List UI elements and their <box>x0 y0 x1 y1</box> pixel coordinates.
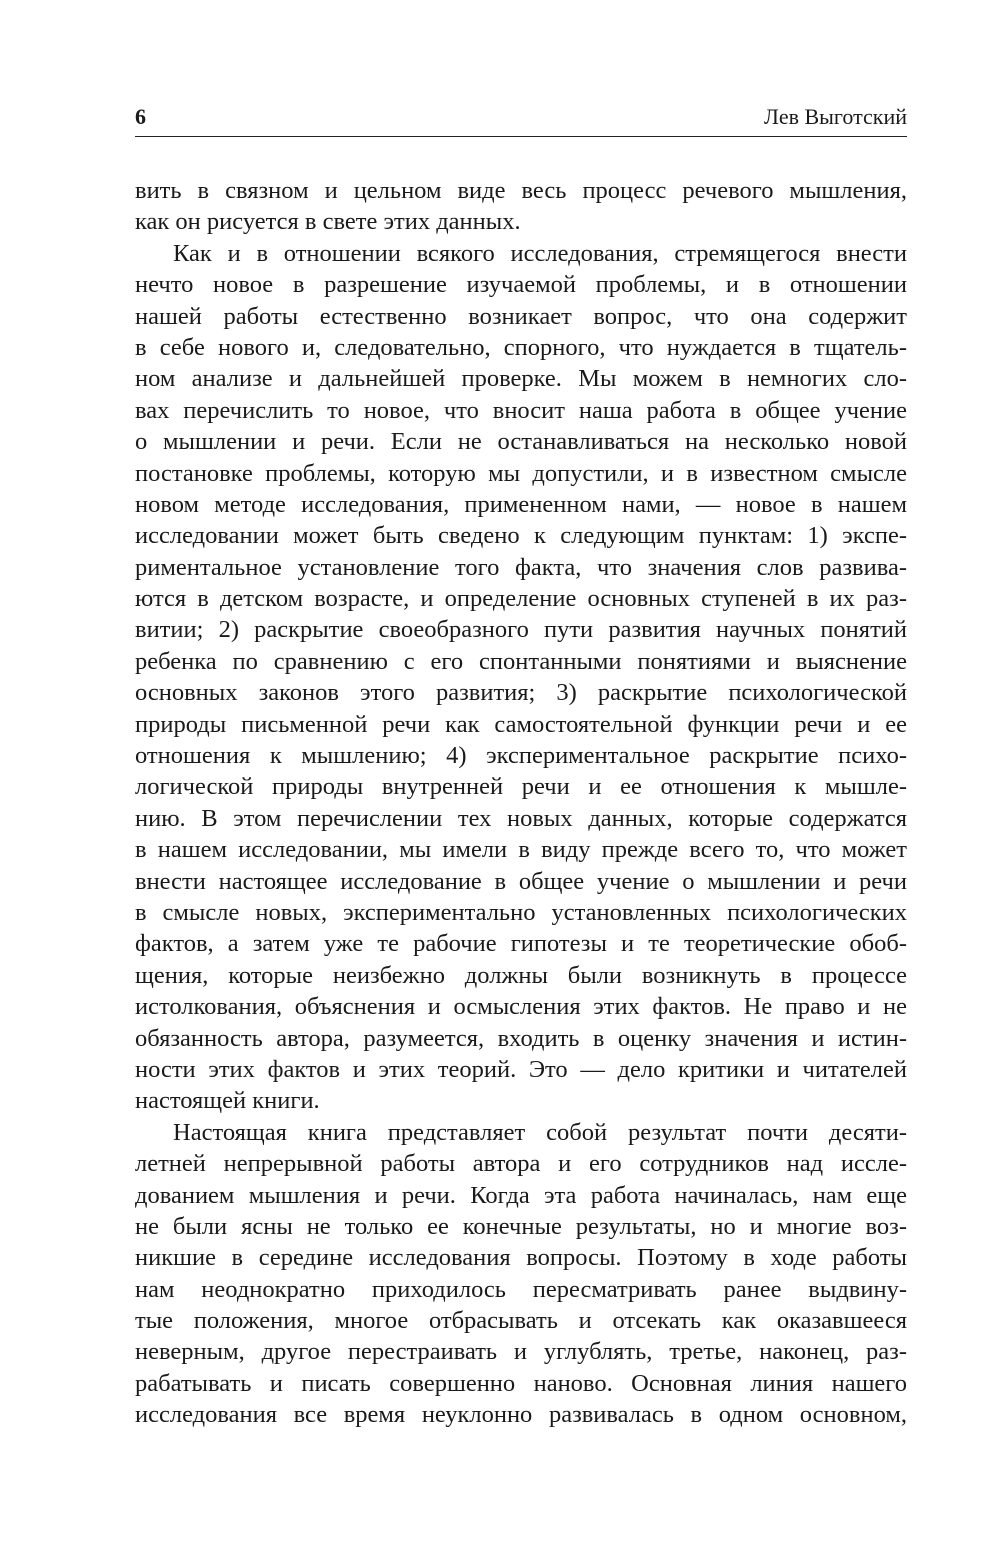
text-line: постановке проблемы, которую мы допустили, и в известном смысле <box>135 459 907 487</box>
text-line: исследования все время неуклонно развивалась в одном основном, <box>135 1401 907 1429</box>
text-line: витии; 2) раскрытие своеобразного пути развития научных понятий <box>135 616 907 644</box>
text-line: щения, которые неизбежно должны были возникнуть в процессе <box>135 961 907 989</box>
text-line: ются в детском возрасте, и определение основных ступеней в их раз- <box>135 585 907 613</box>
text-line: дованием мышления и речи. Когда эта работа начиналась, нам еще <box>135 1181 907 1209</box>
text-line: нию. В этом перечислении тех новых данных, которые содержатся <box>135 804 907 832</box>
text-line: тые положения, многое отбрасывать и отсекать как оказавшееся <box>135 1307 907 1335</box>
text-line: ном анализе и дальнейшей проверке. Мы можем в немногих сло- <box>135 365 907 393</box>
text-line: фактов, а затем уже те рабочие гипотезы и те теоретические обоб- <box>135 930 907 958</box>
text-line: исследовании может быть сведено к следующим пунктам: 1) экспе- <box>135 522 907 550</box>
text-line: вить в связном и цельном виде весь процесс речевого мышления, <box>135 177 907 204</box>
text-line: никшие в середине исследования вопросы. Поэтому в ходе работы <box>135 1244 907 1272</box>
text-line: внести настоящее исследование в общее учение о мышлении и речи <box>135 867 907 895</box>
text-line: нам неоднократно приходилось пересматривать ранее выдвину- <box>135 1275 907 1303</box>
text-line: нечто новое в разрешение изучаемой проблемы, и в отношении <box>135 271 907 299</box>
text-line: рабатывать и писать совершенно наново. Основная линия нашего <box>135 1369 907 1397</box>
paragraph <box>135 1117 907 1431</box>
body-text <box>135 175 907 1431</box>
text-line: природы письменной речи как самостоятельной функции речи и ее <box>135 710 907 738</box>
text-line: настоящей книги. <box>135 1087 320 1115</box>
text-line: риментальное установление того факта, что значения слов развива- <box>135 553 907 581</box>
page-number: 6 <box>135 104 146 129</box>
text-line: логической природы внутренней речи и ее отношения к мышле- <box>135 773 907 801</box>
text-line: ребенка по сравнению с его спонтанными понятиями и выяснение <box>135 647 907 675</box>
text-line: истолкования, объяснения и осмысления этих фактов. Не право и не <box>135 993 907 1021</box>
text-line: как он рисуется в свете этих данных. <box>135 208 521 236</box>
text-line: неверным, другое перестраивать и углублять, третье, наконец, раз- <box>135 1338 907 1366</box>
running-header <box>135 100 907 137</box>
paragraph <box>135 238 907 1117</box>
text-line: ности этих фактов и этих теорий. Это — дело критики и читателей <box>135 1055 907 1083</box>
text-line: не были ясны не только ее конечные результаты, но и многие воз- <box>135 1212 907 1240</box>
text-line: основных законов этого развития; 3) раскрытие психологической <box>135 679 907 707</box>
text-line: вах перечислить то новое, что вносит наша работа в общее учение <box>135 396 907 424</box>
running-title: Лев Выготский <box>764 104 907 129</box>
text-line: нашей работы естественно возникает вопрос, что она содержит <box>135 302 907 330</box>
text-line: отношения к мышлению; 4) экспериментальное раскрытие психо- <box>135 742 907 770</box>
text-line: в нашем исследовании, мы имели в виду прежде всего то, что может <box>135 836 907 864</box>
text-line: в смысле новых, экспериментально установленных психологических <box>135 898 907 926</box>
text-line: новом методе исследования, примененном нами, — новое в нашем <box>135 490 907 518</box>
text-line: летней непрерывной работы автора и его сотрудников над иссле- <box>135 1150 907 1178</box>
text-line: о мышлении и речи. Если не останавливаться на несколько новой <box>135 428 907 456</box>
text-line: Настоящая книга представляет собой результат почти десяти- <box>173 1118 907 1146</box>
text-line: обязанность автора, разумеется, входить в оценку значения и истин- <box>135 1024 907 1052</box>
paragraph <box>135 175 907 238</box>
text-line: Как и в отношении всякого исследования, стремящегося внести <box>173 239 907 267</box>
text-line: в себе нового и, следовательно, спорного, что нуждается в тщатель- <box>135 333 907 361</box>
book-page <box>135 100 907 1431</box>
